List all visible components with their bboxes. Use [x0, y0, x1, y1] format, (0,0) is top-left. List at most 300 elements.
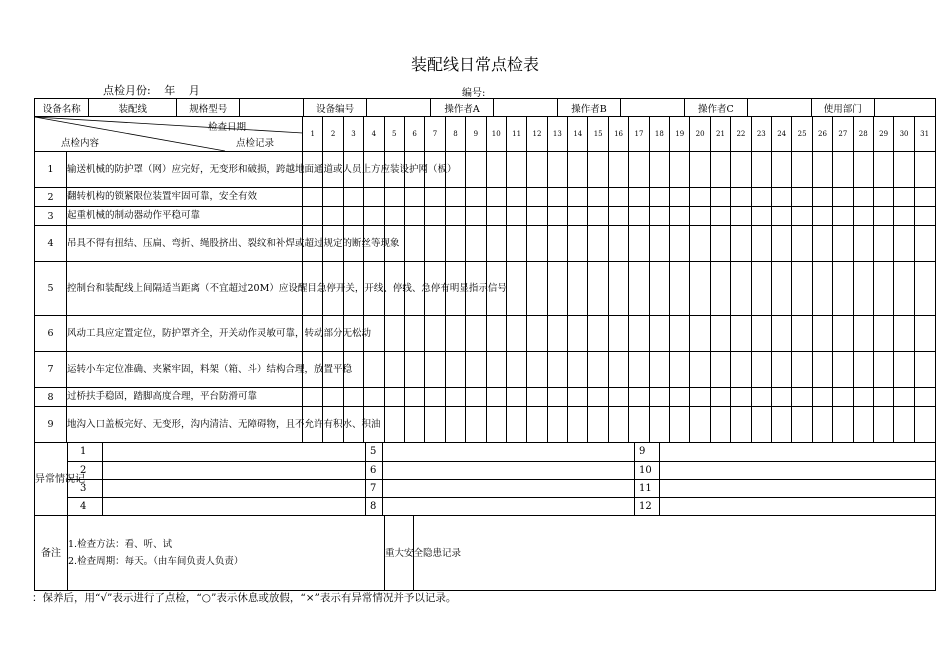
check-cell[interactable] [914, 407, 935, 443]
check-cell[interactable] [914, 388, 935, 407]
check-cell[interactable] [771, 188, 791, 207]
check-cell[interactable] [629, 407, 649, 443]
check-cell[interactable] [873, 152, 893, 188]
check-cell[interactable] [649, 207, 669, 226]
check-cell[interactable] [792, 262, 812, 316]
check-cell[interactable] [812, 316, 832, 352]
check-cell[interactable] [649, 262, 669, 316]
abnormal-number: 10 [635, 461, 660, 479]
check-cell[interactable] [873, 352, 893, 388]
check-cell[interactable] [812, 152, 832, 188]
check-cell[interactable] [629, 352, 649, 388]
check-cell[interactable] [629, 262, 649, 316]
check-cell[interactable] [833, 316, 853, 352]
check-cell[interactable] [873, 262, 893, 316]
check-cell[interactable] [303, 188, 323, 207]
check-cell[interactable] [792, 352, 812, 388]
check-cell[interactable] [506, 352, 526, 388]
check-cell[interactable] [853, 262, 873, 316]
check-cell[interactable] [303, 388, 323, 407]
remarks-notes [68, 516, 385, 590]
check-cell[interactable] [588, 188, 608, 207]
check-cell[interactable] [690, 152, 710, 188]
check-cell[interactable] [792, 388, 812, 407]
check-cell[interactable] [466, 226, 486, 262]
check-cell[interactable] [425, 226, 445, 262]
check-cell[interactable] [894, 188, 914, 207]
check-cell[interactable] [486, 316, 506, 352]
check-cell[interactable] [853, 316, 873, 352]
check-cell[interactable] [792, 407, 812, 443]
item-number: 2 [35, 188, 67, 207]
check-cell[interactable] [445, 352, 465, 388]
check-cell[interactable] [608, 407, 628, 443]
check-cell[interactable] [568, 226, 588, 262]
check-cell[interactable] [710, 262, 730, 316]
abnormal-record[interactable] [383, 497, 635, 515]
abnormal-number: 4 [68, 497, 103, 515]
check-cell[interactable] [731, 352, 751, 388]
remarks-table [35, 516, 935, 590]
check-cell[interactable] [303, 207, 323, 226]
day-header: 4 [364, 117, 384, 152]
check-cell[interactable] [649, 152, 669, 188]
check-cell[interactable] [466, 316, 486, 352]
check-cell[interactable] [384, 352, 404, 388]
check-cell[interactable] [914, 316, 935, 352]
abnormal-record[interactable] [103, 479, 366, 497]
check-cell[interactable] [466, 407, 486, 443]
item-row [35, 407, 936, 443]
day-header: 10 [486, 117, 506, 152]
diagonal-header [35, 117, 303, 152]
device-no-value[interactable] [367, 99, 430, 116]
item-row [35, 388, 936, 407]
check-cell[interactable] [833, 152, 853, 188]
day-header: 3 [343, 117, 363, 152]
check-cell[interactable] [833, 352, 853, 388]
check-cell[interactable] [608, 207, 628, 226]
check-cell[interactable] [873, 207, 893, 226]
check-cell[interactable] [812, 226, 832, 262]
check-cell[interactable] [364, 207, 384, 226]
check-cell[interactable] [588, 207, 608, 226]
check-cell[interactable] [608, 188, 628, 207]
day-header: 26 [812, 117, 832, 152]
item-number: 8 [35, 388, 67, 407]
check-cell[interactable] [527, 262, 547, 316]
check-cell[interactable] [486, 388, 506, 407]
check-cell[interactable] [771, 262, 791, 316]
major-hazard-record[interactable] [414, 516, 935, 590]
check-cell[interactable] [894, 226, 914, 262]
check-cell[interactable] [588, 407, 608, 443]
day-header: 5 [384, 117, 404, 152]
model-value[interactable] [240, 99, 303, 116]
check-cell[interactable] [588, 152, 608, 188]
check-cell[interactable] [812, 188, 832, 207]
check-cell[interactable] [547, 226, 567, 262]
check-cell[interactable] [568, 262, 588, 316]
check-cell[interactable] [445, 226, 465, 262]
check-cell[interactable] [710, 352, 730, 388]
item-content: 运转小车定位准确、夹紧牢固，料架（箱、斗）结构合理，放置平稳 [67, 352, 303, 388]
check-cell[interactable] [629, 152, 649, 188]
check-cell[interactable] [404, 207, 424, 226]
check-cell[interactable] [670, 316, 690, 352]
check-cell[interactable] [486, 407, 506, 443]
check-cell[interactable] [547, 207, 567, 226]
check-cell[interactable] [853, 152, 873, 188]
check-cell[interactable] [914, 226, 935, 262]
check-cell[interactable] [812, 407, 832, 443]
check-cell[interactable] [629, 316, 649, 352]
check-cell[interactable] [751, 188, 771, 207]
operator-c-value[interactable] [748, 99, 811, 116]
item-content: 翻转机构的锁紧限位装置牢固可靠，安全有效 [67, 188, 303, 207]
device-name-value: 装配线 [89, 99, 177, 116]
check-cell[interactable] [445, 388, 465, 407]
check-cell[interactable] [894, 388, 914, 407]
check-cell[interactable] [404, 352, 424, 388]
check-cell[interactable] [690, 262, 710, 316]
device-name-label: 设备名称 [35, 99, 89, 116]
check-cell[interactable] [608, 262, 628, 316]
check-cell[interactable] [914, 352, 935, 388]
abnormal-record[interactable] [660, 461, 935, 479]
check-cell[interactable] [445, 188, 465, 207]
check-cell[interactable] [608, 316, 628, 352]
check-cell[interactable] [466, 352, 486, 388]
check-cell[interactable] [853, 407, 873, 443]
check-cell[interactable] [751, 226, 771, 262]
check-cell[interactable] [466, 388, 486, 407]
abnormal-record[interactable] [660, 443, 935, 461]
check-cell[interactable] [547, 188, 567, 207]
check-cell[interactable] [710, 316, 730, 352]
check-cell[interactable] [527, 226, 547, 262]
check-cell[interactable] [670, 188, 690, 207]
check-cell[interactable] [384, 316, 404, 352]
major-hazard-label: 重大安全隐患记录 [385, 516, 414, 590]
check-cell[interactable] [588, 226, 608, 262]
check-cell[interactable] [670, 407, 690, 443]
check-cell[interactable] [853, 188, 873, 207]
dept-value[interactable] [875, 99, 935, 116]
check-cell[interactable] [384, 407, 404, 443]
check-cell[interactable] [506, 226, 526, 262]
month-label: 点检月份: [103, 84, 151, 97]
check-cell[interactable] [486, 352, 506, 388]
check-cell[interactable] [771, 226, 791, 262]
check-cell[interactable] [547, 388, 567, 407]
abnormal-number: 8 [366, 497, 383, 515]
check-cell[interactable] [690, 207, 710, 226]
check-cell[interactable] [649, 316, 669, 352]
check-cell[interactable] [853, 207, 873, 226]
abnormal-record[interactable] [383, 461, 635, 479]
check-cell[interactable] [670, 388, 690, 407]
check-cell[interactable] [547, 407, 567, 443]
check-cell[interactable] [649, 388, 669, 407]
check-cell[interactable] [343, 207, 363, 226]
check-cell[interactable] [710, 207, 730, 226]
check-cell[interactable] [568, 152, 588, 188]
abnormal-number: 12 [635, 497, 660, 515]
check-cell[interactable] [833, 207, 853, 226]
check-cell[interactable] [649, 188, 669, 207]
abnormal-record[interactable] [103, 461, 366, 479]
check-cell[interactable] [873, 188, 893, 207]
check-cell[interactable] [425, 207, 445, 226]
check-cell[interactable] [833, 407, 853, 443]
check-cell[interactable] [527, 316, 547, 352]
check-cell[interactable] [751, 407, 771, 443]
check-cell[interactable] [833, 188, 853, 207]
check-cell[interactable] [670, 152, 690, 188]
check-cell[interactable] [506, 207, 526, 226]
check-cell[interactable] [894, 352, 914, 388]
abnormal-number: 7 [366, 479, 383, 497]
check-cell[interactable] [527, 152, 547, 188]
check-cell[interactable] [731, 388, 751, 407]
check-cell[interactable] [506, 316, 526, 352]
check-cell[interactable] [404, 316, 424, 352]
check-cell[interactable] [751, 262, 771, 316]
check-cell[interactable] [710, 188, 730, 207]
check-cell[interactable] [894, 207, 914, 226]
check-cell[interactable] [547, 352, 567, 388]
abnormal-record[interactable] [383, 479, 635, 497]
check-cell[interactable] [914, 152, 935, 188]
check-cell[interactable] [364, 188, 384, 207]
check-cell[interactable] [649, 226, 669, 262]
check-cell[interactable] [649, 352, 669, 388]
check-cell[interactable] [323, 188, 343, 207]
item-number: 3 [35, 207, 67, 226]
check-cell[interactable] [445, 407, 465, 443]
check-cell[interactable] [710, 388, 730, 407]
check-cell[interactable] [323, 388, 343, 407]
check-cell[interactable] [873, 226, 893, 262]
check-cell[interactable] [853, 388, 873, 407]
check-cell[interactable] [649, 407, 669, 443]
check-cell[interactable] [568, 188, 588, 207]
check-cell[interactable] [873, 316, 893, 352]
check-cell[interactable] [710, 152, 730, 188]
check-cell[interactable] [425, 188, 445, 207]
check-cell[interactable] [629, 226, 649, 262]
operator-b-label: 操作者B [557, 99, 620, 116]
abnormal-number: 6 [366, 461, 383, 479]
check-cell[interactable] [751, 388, 771, 407]
check-cell[interactable] [404, 407, 424, 443]
check-cell[interactable] [792, 316, 812, 352]
check-cell[interactable] [466, 152, 486, 188]
day-header: 21 [710, 117, 730, 152]
check-cell[interactable] [771, 316, 791, 352]
item-content: 吊具不得有扭结、压扁、弯折、绳股挤出、裂纹和补焊或超过规定的断丝等现象 [67, 226, 303, 262]
model-label: 规格型号 [177, 99, 240, 116]
check-cell[interactable] [670, 352, 690, 388]
check-cell[interactable] [751, 352, 771, 388]
check-cell[interactable] [690, 316, 710, 352]
check-cell[interactable] [323, 207, 343, 226]
check-cell[interactable] [792, 188, 812, 207]
check-cell[interactable] [690, 226, 710, 262]
check-cell[interactable] [445, 316, 465, 352]
check-cell[interactable] [812, 352, 832, 388]
check-cell[interactable] [608, 226, 628, 262]
check-cell[interactable] [445, 207, 465, 226]
check-cell[interactable] [690, 188, 710, 207]
abnormal-record[interactable] [660, 479, 935, 497]
check-cell[interactable] [731, 407, 751, 443]
check-cell[interactable] [771, 407, 791, 443]
day-header: 7 [425, 117, 445, 152]
check-cell[interactable] [751, 207, 771, 226]
check-cell[interactable] [506, 388, 526, 407]
check-cell[interactable] [833, 262, 853, 316]
check-cell[interactable] [792, 207, 812, 226]
check-cell[interactable] [568, 207, 588, 226]
check-cell[interactable] [690, 407, 710, 443]
check-cell[interactable] [792, 152, 812, 188]
check-cell[interactable] [894, 152, 914, 188]
check-cell[interactable] [486, 226, 506, 262]
check-cell[interactable] [527, 388, 547, 407]
check-cell[interactable] [404, 226, 424, 262]
operator-a-value[interactable] [494, 99, 557, 116]
check-cell[interactable] [466, 207, 486, 226]
check-cell[interactable] [466, 188, 486, 207]
operator-b-value[interactable] [621, 99, 684, 116]
check-cell[interactable] [873, 407, 893, 443]
check-cell[interactable] [914, 188, 935, 207]
check-cell[interactable] [364, 352, 384, 388]
check-cell[interactable] [690, 388, 710, 407]
check-cell[interactable] [588, 316, 608, 352]
check-cell[interactable] [710, 226, 730, 262]
check-cell[interactable] [670, 262, 690, 316]
check-cell[interactable] [710, 407, 730, 443]
check-cell[interactable] [670, 207, 690, 226]
check-cell[interactable] [894, 262, 914, 316]
abnormal-record[interactable] [103, 443, 366, 461]
check-cell[interactable] [731, 226, 751, 262]
check-cell[interactable] [751, 316, 771, 352]
check-cell[interactable] [751, 152, 771, 188]
check-cell[interactable] [384, 388, 404, 407]
day-header: 18 [649, 117, 669, 152]
check-cell[interactable] [384, 207, 404, 226]
check-cell[interactable] [588, 262, 608, 316]
check-cell[interactable] [588, 352, 608, 388]
check-cell[interactable] [547, 316, 567, 352]
check-cell[interactable] [629, 188, 649, 207]
check-cell[interactable] [731, 207, 751, 226]
check-cell[interactable] [506, 188, 526, 207]
check-cell[interactable] [568, 316, 588, 352]
check-cell[interactable] [690, 352, 710, 388]
check-cell[interactable] [771, 388, 791, 407]
abnormal-record[interactable] [383, 443, 635, 461]
check-cell[interactable] [568, 407, 588, 443]
check-cell[interactable] [527, 188, 547, 207]
check-cell[interactable] [506, 407, 526, 443]
abnormal-record[interactable] [660, 497, 935, 515]
check-cell[interactable] [364, 388, 384, 407]
check-cell[interactable] [731, 188, 751, 207]
check-cell[interactable] [670, 226, 690, 262]
page-title: 装配线日常点检表 [410, 55, 539, 74]
day-header: 29 [873, 117, 893, 152]
check-cell[interactable] [527, 352, 547, 388]
check-cell[interactable] [833, 388, 853, 407]
check-cell[interactable] [343, 188, 363, 207]
check-cell[interactable] [425, 407, 445, 443]
check-cell[interactable] [914, 262, 935, 316]
check-cell[interactable] [425, 388, 445, 407]
check-cell[interactable] [629, 388, 649, 407]
check-cell[interactable] [547, 262, 567, 316]
abnormal-record[interactable] [103, 497, 366, 515]
check-cell[interactable] [731, 262, 751, 316]
day-header: 19 [670, 117, 690, 152]
check-cell[interactable] [914, 207, 935, 226]
check-cell[interactable] [853, 226, 873, 262]
check-cell[interactable] [771, 352, 791, 388]
check-cell[interactable] [404, 388, 424, 407]
check-cell[interactable] [547, 152, 567, 188]
check-cell[interactable] [608, 152, 628, 188]
check-cell[interactable] [792, 226, 812, 262]
check-cell[interactable] [568, 388, 588, 407]
check-cell[interactable] [588, 388, 608, 407]
check-cell[interactable] [425, 316, 445, 352]
check-cell[interactable] [486, 188, 506, 207]
check-cell[interactable] [608, 352, 628, 388]
check-cell[interactable] [343, 388, 363, 407]
check-cell[interactable] [812, 262, 832, 316]
abnormal-row [35, 461, 935, 479]
check-cell[interactable] [486, 207, 506, 226]
check-cell[interactable] [894, 316, 914, 352]
check-cell[interactable] [853, 352, 873, 388]
check-cell[interactable] [527, 407, 547, 443]
check-cell[interactable] [527, 207, 547, 226]
check-cell[interactable] [812, 388, 832, 407]
check-cell[interactable] [771, 152, 791, 188]
check-cell[interactable] [894, 407, 914, 443]
check-cell[interactable] [731, 152, 751, 188]
check-cell[interactable] [812, 207, 832, 226]
check-cell[interactable] [425, 352, 445, 388]
check-cell[interactable] [404, 188, 424, 207]
check-cell[interactable] [506, 152, 526, 188]
check-cell[interactable] [568, 352, 588, 388]
check-cell[interactable] [384, 188, 404, 207]
check-cell[interactable] [608, 388, 628, 407]
check-cell[interactable] [506, 262, 526, 316]
check-cell[interactable] [771, 207, 791, 226]
check-cell[interactable] [486, 152, 506, 188]
check-cell[interactable] [833, 226, 853, 262]
check-cell[interactable] [629, 207, 649, 226]
check-cell[interactable] [873, 388, 893, 407]
check-cell[interactable] [731, 316, 751, 352]
item-row [35, 188, 936, 207]
